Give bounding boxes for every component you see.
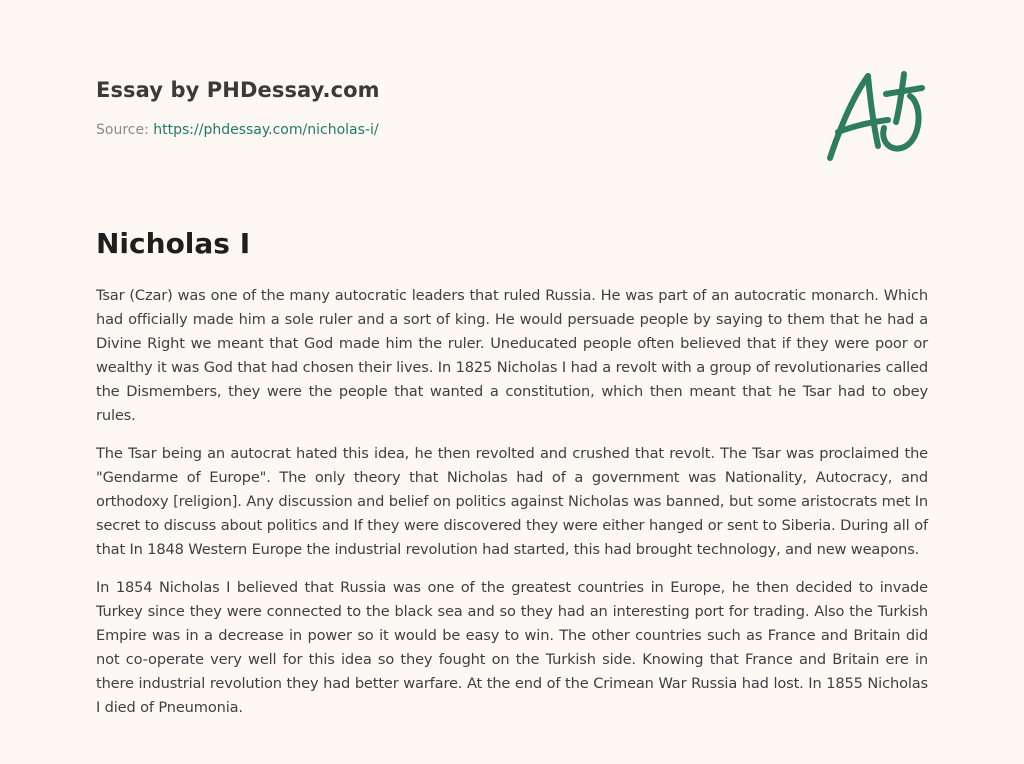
a-plus-grade-icon xyxy=(818,66,930,166)
paragraph: Tsar (Czar) was one of the many autocratic leaders that ruled Russia. He was part of an autocratic monarch. Which had officially made him a sole ruler and a sort of king. He would persuade people by saying to them that he had a Divine Right we meant that God made him the ruler. Uneducated people often believed that if they were poor or wealthy it was God that had chosen their lives. In 1825 Nicholas I had a revolt with a group of revolutionaries called the Dismembers, they were the people that wanted a constitution, which then meant that he Tsar had to obey rules. xyxy=(96,287,928,424)
essay-body xyxy=(96,284,928,734)
page-header xyxy=(96,74,796,140)
site-title: Essay by PHDessay.com xyxy=(96,78,380,102)
paragraph: In 1854 Nicholas I believed that Russia was one of the greatest countries in Europe, he then decided to invade Turkey since they were connected to the black sea and so they had an interesting port for trading. Also the Turkish Empire was in a decrease in power so it would be easy to win. The other countries such as France and Britain did not co-operate very well for this idea so they fought on the Turkish side. Knowing that France and Britain ere in there industrial revolution they had better warfare. At the end of the Crimean War Russia had lost. In 1855 Nicholas I died of Pneumonia. xyxy=(96,579,928,716)
source-line xyxy=(96,120,796,140)
document-title: Nicholas I xyxy=(96,227,251,260)
paragraph: The Tsar being an autocrat hated this idea, he then revolted and crushed that revolt. The Tsar was proclaimed the "Gendarme of Europe". The only theory that Nicholas had of a government was Nationality, Autocracy, and orthodoxy [religion]. Any discussion and belief on politics against Nicholas was banned, but some aristocrats met In secret to discuss about politics and If they were discovered they were either hanged or sent to Siberia. During all of that In 1848 Western Europe the industrial revolution had started, this had brought technology, and new weapons. xyxy=(96,445,928,558)
source-link[interactable]: https://phdessay.com/nicholas-i/ xyxy=(153,122,379,138)
source-label: Source: xyxy=(96,122,154,138)
